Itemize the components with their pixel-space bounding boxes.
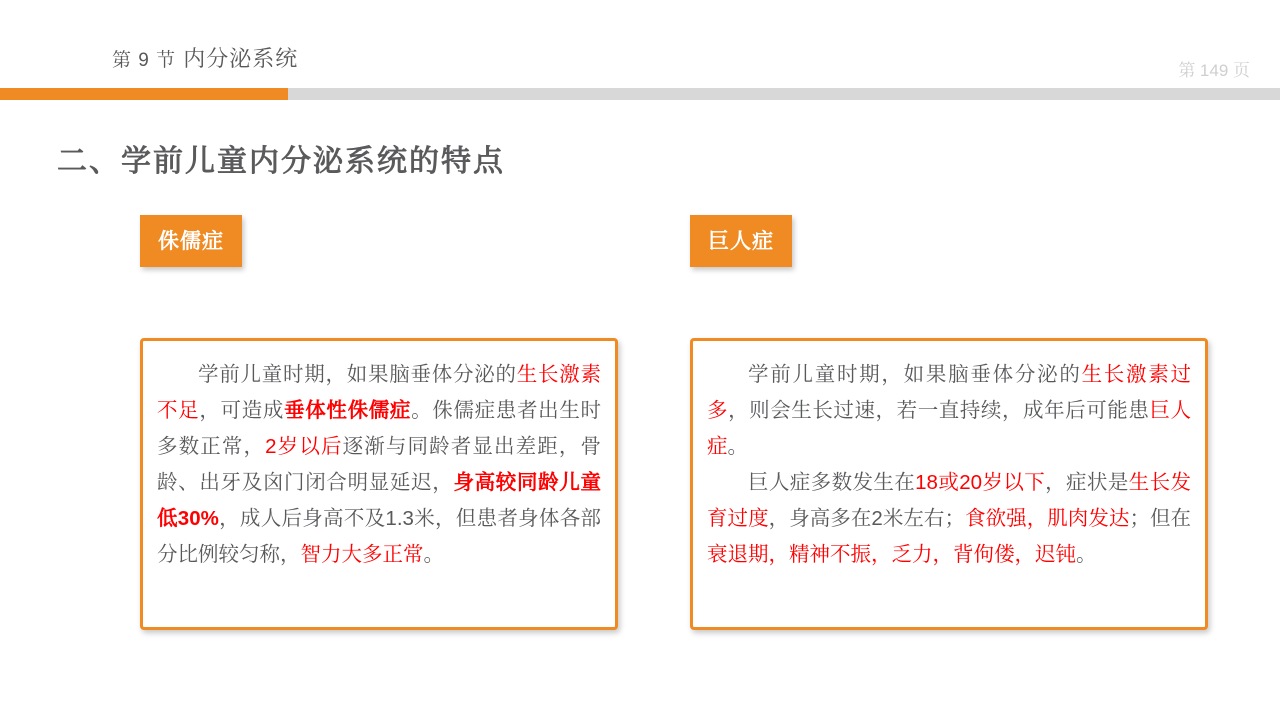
text-run: 生长激素过多 xyxy=(707,363,1192,422)
text-run: 18或20岁以下 xyxy=(915,471,1046,494)
text-run: 学前儿童时期，如果脑垂体分泌的 xyxy=(198,363,517,386)
text-run: 巨人症 xyxy=(707,399,1192,458)
paragraph xyxy=(707,357,1191,465)
text-run: 衰退期，精神不振，乏力，背佝偻，迟钝 xyxy=(707,543,1076,566)
text-run: ，症状是 xyxy=(1045,471,1129,494)
text-run: ，可造成 xyxy=(199,399,285,422)
header-rule-accent xyxy=(0,88,288,100)
text-run: 。 xyxy=(1076,543,1097,566)
header-section-name: 内分泌系统 xyxy=(183,46,299,71)
header-section-title xyxy=(112,42,298,73)
text-run: 智力大多正常 xyxy=(300,543,424,566)
text-run: ，身高多在2米左右； xyxy=(768,507,965,530)
header-section-number: 第 9 节 xyxy=(112,50,177,71)
text-run: 垂体性侏儒症 xyxy=(284,399,412,422)
text-run: 学前儿童时期，如果脑垂体分泌的 xyxy=(748,363,1082,386)
column-dwarfism xyxy=(140,215,630,267)
tag-dwarfism: 侏儒症 xyxy=(140,215,242,267)
text-run: ；但在 xyxy=(1129,507,1192,530)
page-title: 二、学前儿童内分泌系统的特点 xyxy=(57,145,505,178)
column-gigantism xyxy=(690,215,1210,267)
text-run: 巨人症多数发生在 xyxy=(748,471,916,494)
text-run: 生长激素不足 xyxy=(157,363,601,422)
textbox-dwarfism xyxy=(140,338,618,630)
tag-gigantism: 巨人症 xyxy=(690,215,792,267)
textbox-gigantism xyxy=(690,338,1208,630)
text-run: 。侏儒症患者出生时多数正常， xyxy=(157,399,602,458)
text-run: 。 xyxy=(727,435,748,458)
text-run: 2岁以后 xyxy=(265,435,343,458)
paragraph xyxy=(157,357,601,573)
text-run: 身高较同龄儿童低30% xyxy=(157,471,602,530)
page-number: 第 149 页 xyxy=(1178,61,1250,80)
text-run: ，成人后身高不及1.3米，但患者身体各部分比例较匀称， xyxy=(157,507,602,566)
text-run: 食欲强，肌肉发达 xyxy=(965,507,1130,530)
slide-header xyxy=(0,0,1280,92)
text-run: ，则会生长过速，若一直持续，成年后可能患 xyxy=(728,399,1150,422)
paragraph xyxy=(707,465,1191,573)
text-run: 生长发育过度 xyxy=(707,471,1192,530)
text-run: 。 xyxy=(423,543,444,566)
text-run: 逐渐与同龄者显出差距，骨龄、出牙及囟门闭合明显延迟， xyxy=(157,435,602,494)
